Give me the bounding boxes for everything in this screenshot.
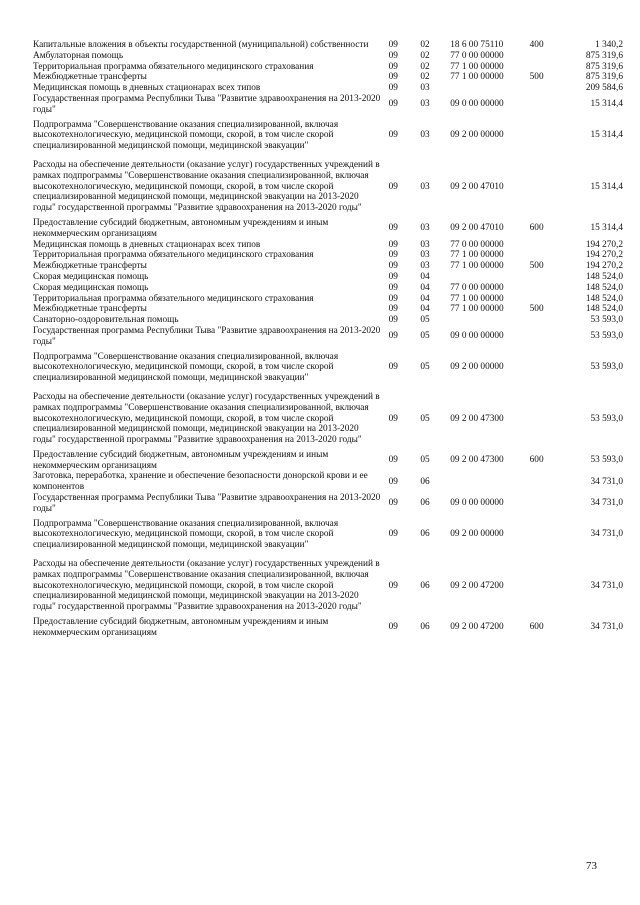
row-type: 600 — [529, 455, 544, 466]
row-name: Территориальная программа обязательного медицинского страхования — [33, 293, 314, 304]
row-amount: 875 319,6 — [585, 61, 623, 72]
row-section: 09 — [388, 40, 398, 50]
row-subsection: 04 — [420, 293, 430, 304]
row-name: Территориальная программа обязательного медицинского страхования — [33, 250, 314, 261]
row-code: 09 2 00 47300 — [450, 455, 504, 466]
row-code: 77 0 00 00000 — [450, 282, 504, 293]
row-subsection: 03 — [420, 181, 430, 192]
row-subsection: 05 — [420, 315, 430, 326]
row-name: Государственная программа Республики Тыва "Развитие здравоохранения на 2013-2020 годы" — [33, 93, 381, 115]
row-subsection: 05 — [420, 331, 430, 342]
table-row — [33, 272, 623, 283]
row-code: 77 0 00 00000 — [450, 239, 504, 250]
table-row — [33, 116, 623, 156]
table-row — [33, 283, 623, 294]
row-amount: 194 270,2 — [585, 239, 623, 250]
row-section: 09 — [388, 455, 398, 466]
table-row — [33, 294, 623, 305]
row-amount: 15 314,4 — [590, 99, 623, 110]
row-subsection: 04 — [420, 271, 430, 282]
row-code: 77 1 00 00000 — [450, 250, 504, 261]
row-section: 09 — [388, 50, 398, 61]
row-code: 09 2 00 47300 — [450, 413, 504, 424]
row-section: 09 — [388, 413, 398, 424]
row-code: 77 1 00 00000 — [450, 293, 504, 304]
row-subsection: 05 — [420, 362, 430, 373]
table-row — [33, 51, 623, 62]
row-section: 09 — [388, 529, 398, 540]
row-section: 09 — [388, 315, 398, 326]
row-type: 500 — [529, 304, 544, 315]
row-code: 09 2 00 47200 — [450, 580, 504, 591]
row-amount: 34 731,0 — [590, 580, 623, 591]
row-subsection: 03 — [420, 99, 430, 110]
row-amount: 1 340,2 — [595, 40, 623, 50]
table-row — [33, 555, 623, 617]
row-subsection: 06 — [420, 580, 430, 591]
row-subsection: 02 — [420, 72, 430, 83]
row-type: 500 — [529, 72, 544, 83]
table-row — [33, 388, 623, 450]
row-section: 09 — [388, 239, 398, 250]
row-subsection: 04 — [420, 282, 430, 293]
table-row — [33, 62, 623, 73]
row-amount: 15 314,4 — [590, 223, 623, 234]
row-subsection: 02 — [420, 61, 430, 72]
row-subsection: 02 — [420, 40, 430, 50]
row-section: 09 — [388, 72, 398, 83]
row-subsection: 06 — [420, 476, 430, 487]
row-amount: 148 524,0 — [585, 282, 623, 293]
row-subsection: 04 — [420, 304, 430, 315]
table-row — [33, 156, 623, 218]
row-section: 09 — [388, 498, 398, 509]
row-name: Расходы на обеспечение деятельности (оказание услуг) государственных учреждений в рамках подпрограммы "Совершенствование оказания специализированной, включая высокотехнологическую, медицинской помощи, скорой, в том числе скорой специализированной медицинской помощи, медицинской эвакуации на 2013-2020 годы" государственной программы "Развитие здравоохранения на 2013-2020 годы" — [33, 159, 380, 214]
row-section: 09 — [388, 99, 398, 110]
row-section: 09 — [388, 250, 398, 261]
row-name: Предоставление субсидий бюджетным, автономным учреждениям и иным некоммерческим организациям — [33, 449, 329, 471]
row-section: 09 — [388, 181, 398, 192]
row-amount: 209 584,6 — [585, 83, 623, 94]
table-row — [33, 326, 623, 348]
row-section: 09 — [388, 580, 398, 591]
row-section: 09 — [388, 331, 398, 342]
row-subsection: 02 — [420, 50, 430, 61]
table-row — [33, 240, 623, 251]
row-code: 09 2 00 00000 — [450, 362, 504, 373]
row-name: Скорая медицинская помощь — [33, 282, 149, 293]
row-section: 09 — [388, 282, 398, 293]
table-row — [33, 83, 623, 94]
row-subsection: 05 — [420, 455, 430, 466]
row-section: 09 — [388, 83, 398, 94]
row-section: 09 — [388, 622, 398, 633]
row-name: Предоставление субсидий бюджетным, автономным учреждениям и иным некоммерческим организациям — [33, 617, 329, 638]
row-name: Капитальные вложения в объекты государственной (муниципальной) собственности — [33, 40, 369, 50]
table-row — [33, 250, 623, 261]
row-type: 400 — [529, 40, 544, 50]
row-amount: 875 319,6 — [585, 72, 623, 83]
row-name: Расходы на обеспечение деятельности (оказание услуг) государственных учреждений в рамках подпрограммы "Совершенствование оказания специализированной, включая высокотехнологическую, медицинской помощи, скорой, в том числе скорой специализированной медицинской помощи, медицинской эвакуации на 2013-2020 годы" государственной программы "Развитие здравоохранения на 2013-2020 годы" — [33, 559, 380, 613]
row-section: 09 — [388, 130, 398, 141]
table-row — [33, 450, 623, 472]
row-subsection: 06 — [420, 498, 430, 509]
row-name: Предоставление субсидий бюджетным, автономным учреждениям и иным некоммерческим организациям — [33, 217, 329, 239]
row-type: 600 — [529, 622, 544, 633]
table-row — [33, 315, 623, 326]
row-code: 77 1 00 00000 — [450, 304, 504, 315]
row-amount: 148 524,0 — [585, 293, 623, 304]
row-name: Межбюджетные трансферты — [33, 72, 147, 83]
row-code: 09 2 00 00000 — [450, 529, 504, 540]
row-subsection: 03 — [420, 223, 430, 234]
table-row — [33, 72, 623, 83]
row-name: Подпрограмма "Совершенствование оказания специализированной, включая высокотехнологическую, медицинской помощи, скорой, в том числе скорой специализированной медицинской помощи, медицинской эвакуации" — [33, 518, 339, 551]
row-code: 09 0 00 00000 — [450, 498, 504, 509]
row-section: 09 — [388, 476, 398, 487]
row-amount: 34 731,0 — [590, 476, 623, 487]
row-section: 09 — [388, 261, 398, 272]
row-name: Скорая медицинская помощь — [33, 271, 149, 282]
row-name: Межбюджетные трансферты — [33, 261, 147, 272]
row-name: Межбюджетные трансферты — [33, 304, 147, 315]
row-section: 09 — [388, 293, 398, 304]
row-type: 500 — [529, 261, 544, 272]
row-amount: 194 270,2 — [585, 250, 623, 261]
row-amount: 15 314,4 — [590, 181, 623, 192]
row-amount: 875 319,6 — [585, 50, 623, 61]
table-row — [33, 40, 623, 51]
row-name: Расходы на обеспечение деятельности (оказание услуг) государственных учреждений в рамках подпрограммы "Совершенствование оказания специализированной, включая высокотехнологическую, медицинской помощи, скорой, в том числе скорой специализированной медицинской помощи, медицинской эвакуации на 2013-2020 годы" государственной программы "Развитие здравоохранения на 2013-2020 годы" — [33, 391, 380, 446]
budget-table — [33, 40, 623, 639]
row-name: Медицинская помощь в дневных стационарах всех типов — [33, 239, 261, 250]
row-amount: 148 524,0 — [585, 271, 623, 282]
row-code: 09 0 00 00000 — [450, 331, 504, 342]
row-code: 09 2 00 00000 — [450, 130, 504, 141]
table-row — [33, 261, 623, 272]
row-section: 09 — [388, 304, 398, 315]
row-amount: 34 731,0 — [590, 529, 623, 540]
row-name: Государственная программа Республики Тыва "Развитие здравоохранения на 2013-2020 годы" — [33, 325, 381, 347]
row-subsection: 03 — [420, 239, 430, 250]
table-row — [33, 94, 623, 116]
row-subsection: 03 — [420, 83, 430, 94]
row-code: 77 0 00 00000 — [450, 50, 504, 61]
table-row — [33, 493, 623, 515]
row-name: Подпрограмма "Совершенствование оказания специализированной, включая высокотехнологическую, медицинской помощи, скорой, в том числе скорой специализированной медицинской помощи, медицинской эвакуации" — [33, 119, 339, 152]
row-type: 600 — [529, 223, 544, 234]
row-amount: 15 314,4 — [590, 130, 623, 141]
row-amount: 53 593,0 — [590, 362, 623, 373]
table-row — [33, 218, 623, 240]
row-subsection: 03 — [420, 261, 430, 272]
row-section: 09 — [388, 271, 398, 282]
row-name: Медицинская помощь в дневных стационарах всех типов — [33, 83, 261, 94]
row-code: 77 1 00 00000 — [450, 72, 504, 83]
row-code: 77 1 00 00000 — [450, 261, 504, 272]
row-code: 09 2 00 47010 — [450, 223, 504, 234]
row-section: 09 — [388, 223, 398, 234]
row-subsection: 03 — [420, 130, 430, 141]
row-name: Территориальная программа обязательного медицинского страхования — [33, 61, 314, 72]
row-section: 09 — [388, 362, 398, 373]
row-name: Заготовка, переработка, хранение и обеспечение безопасности донорской крови и ее компонентов — [33, 471, 368, 493]
row-name: Санаторно-оздоровительная помощь — [33, 315, 179, 326]
table-row — [33, 617, 623, 639]
row-subsection: 06 — [420, 529, 430, 540]
row-amount: 34 731,0 — [590, 622, 623, 633]
row-amount: 194 270,2 — [585, 261, 623, 272]
row-amount: 148 524,0 — [585, 304, 623, 315]
row-name: Подпрограмма "Совершенствование оказания специализированной, включая высокотехнологическую, медицинской помощи, скорой, в том числе скорой специализированной медицинской помощи, медицинской эвакуации" — [33, 351, 339, 384]
row-code: 09 2 00 47010 — [450, 181, 504, 192]
row-name: Государственная программа Республики Тыва "Развитие здравоохранения на 2013-2020 годы" — [33, 493, 381, 514]
row-code: 18 6 00 75110 — [450, 40, 504, 50]
row-name: Амбулаторная помощь — [33, 50, 124, 61]
row-code: 77 1 00 00000 — [450, 61, 504, 72]
table-row — [33, 471, 623, 493]
row-amount: 53 593,0 — [590, 455, 623, 466]
page-number: 73 — [586, 860, 597, 872]
table-row — [33, 515, 623, 555]
row-code: 09 0 00 00000 — [450, 99, 504, 110]
row-amount: 53 593,0 — [590, 413, 623, 424]
row-amount: 53 593,0 — [590, 331, 623, 342]
row-amount: 53 593,0 — [590, 315, 623, 326]
row-subsection: 03 — [420, 250, 430, 261]
table-row — [33, 304, 623, 315]
row-section: 09 — [388, 61, 398, 72]
table-row — [33, 348, 623, 388]
row-amount: 34 731,0 — [590, 498, 623, 509]
row-subsection: 06 — [420, 622, 430, 633]
row-subsection: 05 — [420, 413, 430, 424]
row-code: 09 2 00 47200 — [450, 622, 504, 633]
